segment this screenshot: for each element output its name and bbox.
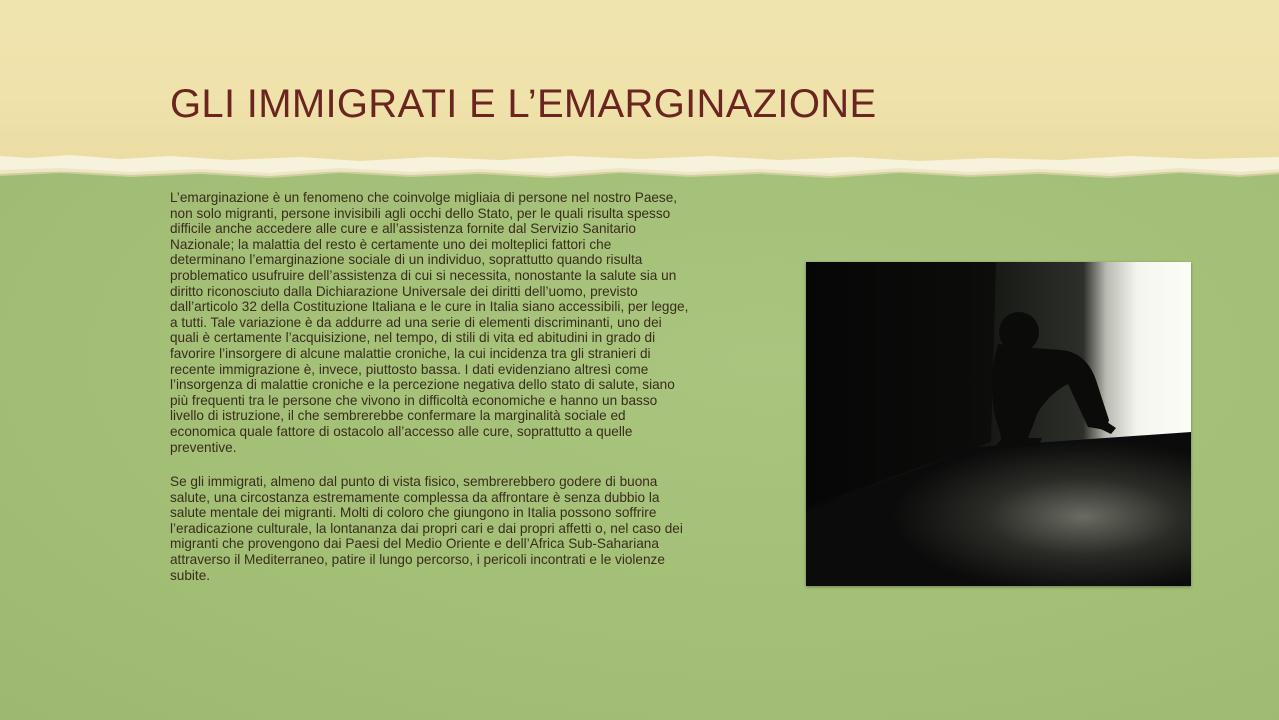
paragraph-1: L’emarginazione è un fenomeno che coinvolge migliaia di persone nel nostro Paese, non solo migranti, persone invisibili agli occhi dello Stato, per le quali risulta spesso difficile anche accedere alle cure e all’assistenza fornite dal Servizio Sanitario Nazionale; la malattia del resto è certamente uno dei molteplici fattori che determinano l’emarginazione sociale di un individuo, soprattutto quando risulta problematico usufruire dell’assistenza di cui si necessita, nonostante la salute sia un diritto riconosciuto dalla Dichiarazione Universale dei diritti dell’uomo, previsto dall’articolo 32 della Costituzione Italiana e le cure in Italia siano accessibili, per legge, a tutti. Tale variazione è da addurre ad una serie di elementi discriminanti, uno dei quali è certamente l’acquisizione, nel tempo, di stili di vita ed abitudini in grado di favorire l’insorgere di alcune malattie croniche, la cui incidenza tra gli stranieri di recente immigrazione è, invece, piuttosto bassa. I dati evidenziano altresì come l’insorgenza di malattie croniche e la percezione negativa dello stato di salute, siano più frequenti tra le persone che vivono in difficoltà economiche e hanno un basso livello di istruzione, il che sembrerebbe confermare la marginalità sociale ed economica quale fattore di ostacolo all’accesso alle cure, soprattutto a quelle preventive. [170,190,689,455]
slide-title: GLI IMMIGRATI E L’EMARGINAZIONE [170,82,877,126]
body-text [170,190,690,602]
photo-person-in-dark-corner [806,262,1191,586]
paragraph-2: Se gli immigrati, almeno dal punto di vista fisico, sembrerebbero godere di buona salute, una circostanza estremamente complessa da affrontare è senza dubbio la salute mentale dei migranti. Molti di coloro che giungono in Italia possono soffrire l’eradicazione culturale, la lontananza dai propri cari e dai propri affetti o, nel caso dei migranti che provengono dai Paesi del Medio Oriente e dell’Africa Sub-Sahariana attraverso il Mediterraneo, patire il lungo percorso, i pericoli incontrati e le violenze subite. [170,474,683,583]
torn-paper-edge [0,150,1279,184]
